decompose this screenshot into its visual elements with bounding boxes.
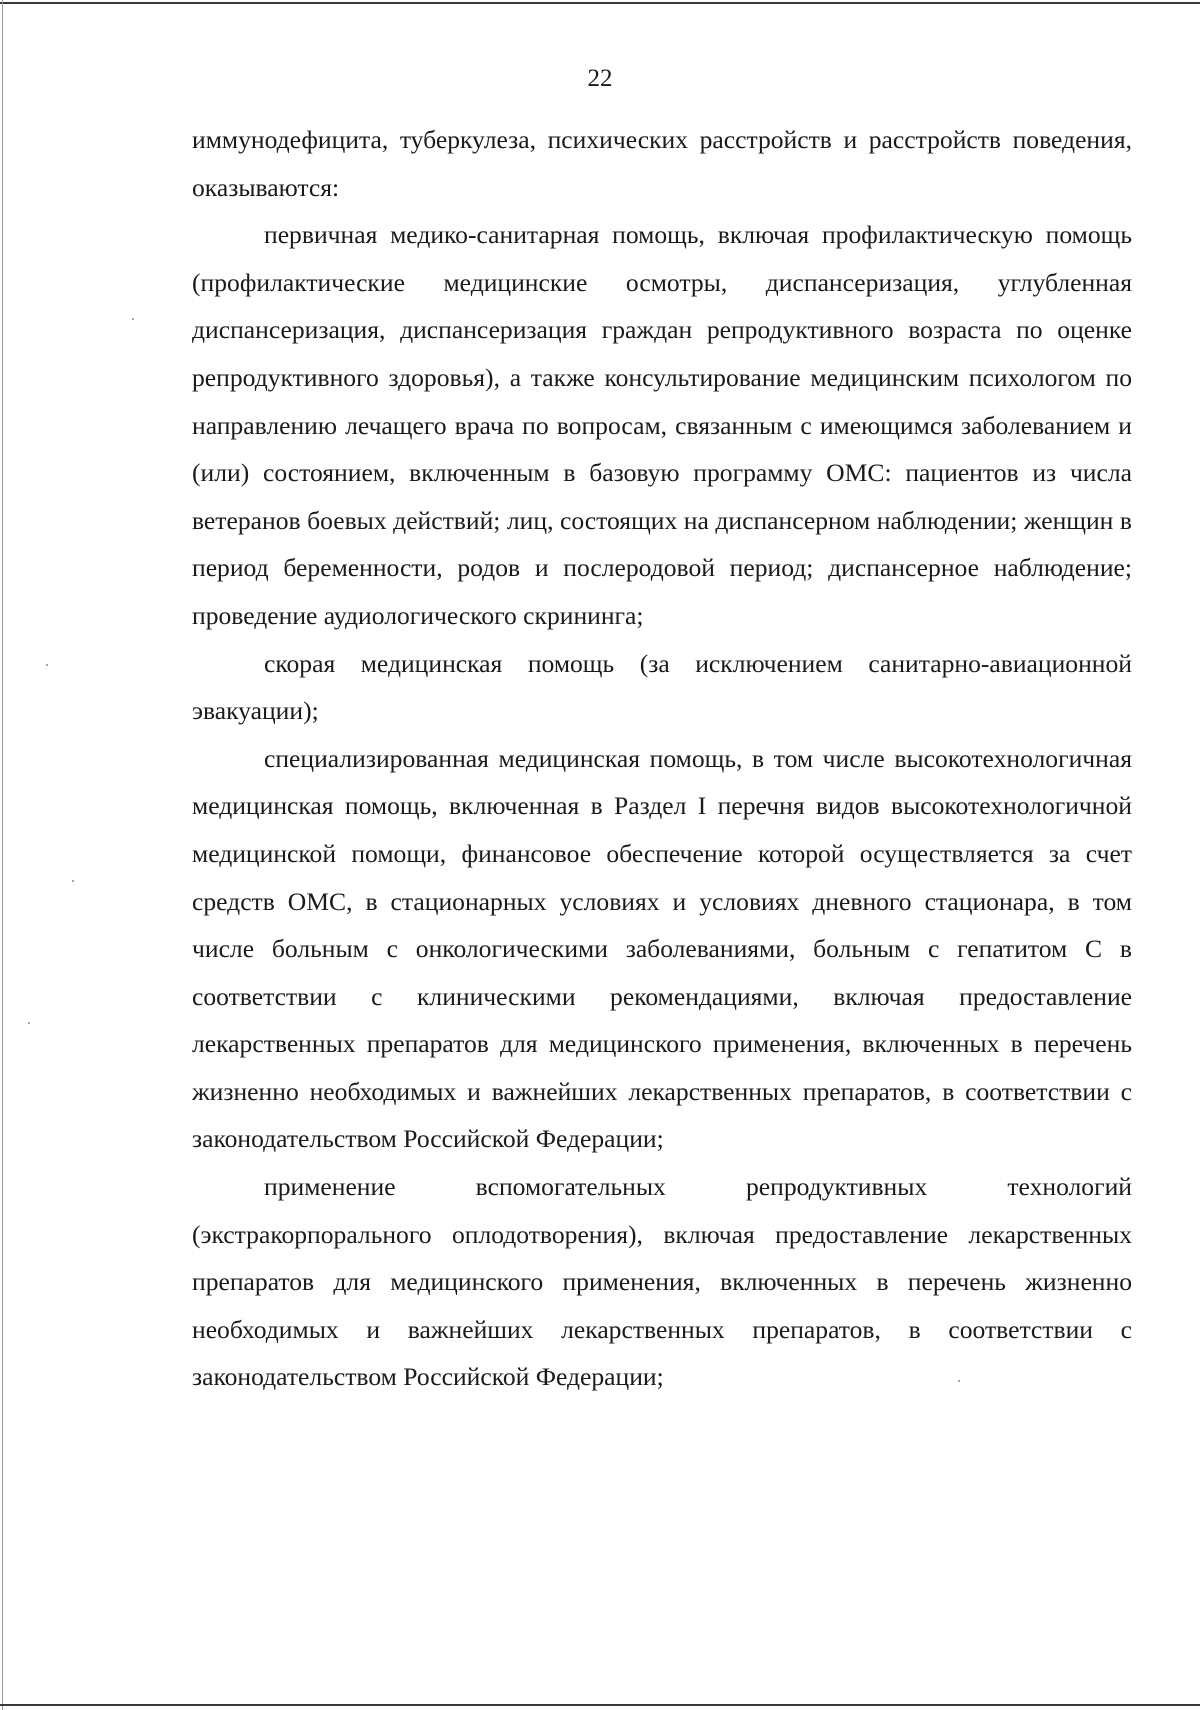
paragraph-specialized-care: специализированная медицинская помощь, в том числе высокотехнологичная медицинская помощь, включенная в Раздел I перечня видов высокотехнологичной медицинской помощи, финансовое обеспечение которой осуществляется за счет средств ОМС, в стационарных условиях и условиях дневного стационара, в том числе больным с онкологическими заболеваниями, больным с гепатитом С в соответствии с клиническими рекомендациями, включая предоставление лекарственных препаратов для медицинского применения, включенных в перечень жизненно необходимых и важнейших лекарственных препаратов, в соответствии с законодательством Российской Федерации; (192, 743, 1132, 1154)
paragraph-continuation: иммунодефицита, туберкулеза, психических расстройств и расстройств поведения, оказываются: (192, 125, 1132, 202)
scan-speck (132, 318, 134, 320)
page-number: 22 (587, 65, 613, 92)
scan-speck (46, 664, 48, 666)
paragraph-reproductive-technologies: применение вспомогательных репродуктивных технологий (экстракорпорального оплодотворения), включая предоставление лекарственных препаратов для медицинского применения, включенных в перечень жизненно необходимых и важнейших лекарственных препаратов, в соответствии с законодательством Российской Федерации; (192, 1172, 1132, 1392)
document-body (192, 116, 1132, 1401)
scan-speck (72, 880, 74, 882)
paragraph-emergency-care: скорая медицинская помощь (за исключением санитарно-авиационной эвакуации); (192, 648, 1132, 726)
scan-speck (28, 1022, 30, 1024)
scan-border-left (2, 0, 3, 1710)
scan-border-top (0, 2, 1200, 4)
paragraph-primary-care: первичная медико-санитарная помощь, включая профилактическую помощь (профилактические медицинские осмотры, диспансеризация, углубленная диспансеризация, диспансеризация граждан репродуктивного возраста по оценке репродуктивного здоровья), а также консультирование медицинским психологом по направлению лечащего врача по вопросам, связанным с имеющимся заболеванием и (или) состоянием, включенным в базовую программу ОМС: пациентов из числа ветеранов боевых действий; лиц, состоящих на диспансерном наблюдении; женщин в период беременности, родов и послеродовой период; диспансерное наблюдение; проведение аудиологического скрининга; (192, 220, 1132, 630)
scan-border-bottom (0, 1704, 1200, 1706)
